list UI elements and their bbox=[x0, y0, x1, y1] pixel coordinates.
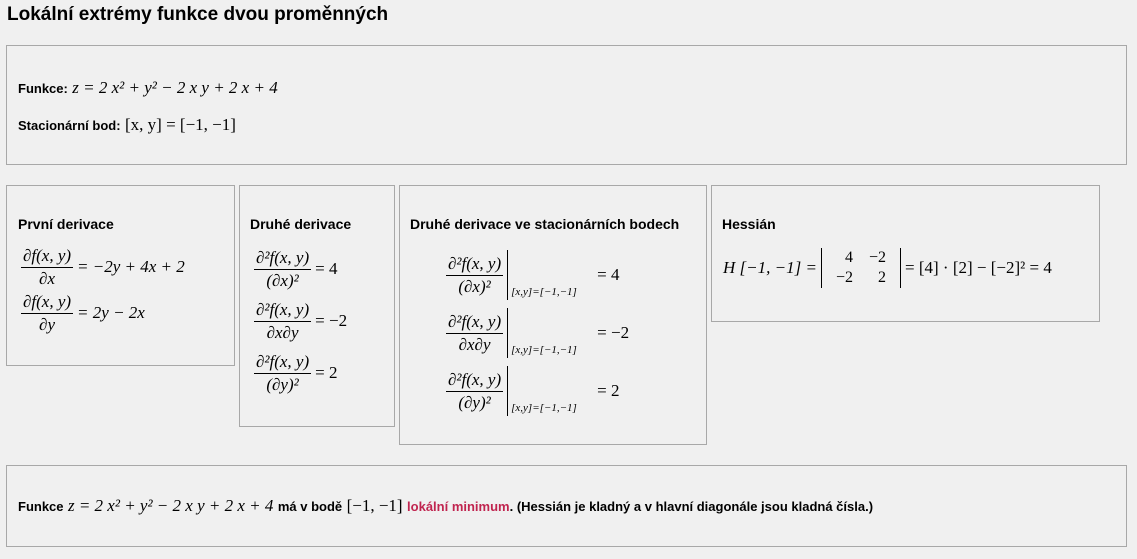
fraction-denominator: (∂x)² bbox=[266, 270, 299, 290]
second-derivative-yy bbox=[254, 350, 347, 396]
function-row bbox=[18, 78, 278, 98]
conclusion-point: [−1, −1] bbox=[346, 496, 403, 515]
hessian-title: Hessián bbox=[722, 216, 776, 232]
second-derivative-xx bbox=[254, 246, 347, 292]
fraction-numerator: ∂²f(x, y) bbox=[446, 370, 503, 392]
derivative-result: = 2 bbox=[597, 381, 620, 400]
fraction-numerator: ∂²f(x, y) bbox=[446, 254, 503, 276]
fraction-denominator: ∂x bbox=[39, 268, 55, 288]
hessian-matrix bbox=[821, 248, 901, 288]
matrix-cell: 2 bbox=[878, 269, 886, 286]
fraction-denominator: (∂y)² bbox=[266, 374, 299, 394]
matrix-cell: 4 bbox=[844, 249, 853, 266]
stationary-second-derivatives-panel bbox=[399, 185, 707, 445]
conclusion-function: z = 2 x² + y² − 2 x y + 2 x + 4 bbox=[67, 496, 274, 515]
derivative-result: = −2 bbox=[597, 323, 630, 342]
stationary-derivative-yy bbox=[446, 362, 629, 420]
function-panel bbox=[6, 45, 1127, 165]
hessian-lhs: H [−1, −1] = bbox=[723, 258, 817, 277]
fraction-denominator: (∂x)² bbox=[458, 276, 491, 296]
page-title: Lokální extrémy funkce dvou proměnných bbox=[7, 4, 389, 25]
stationary-expression: [x, y] = [−1, −1] bbox=[125, 115, 236, 134]
derivative-result: = 2y − 2x bbox=[77, 303, 145, 322]
second-derivatives-title: Druhé derivace bbox=[250, 216, 352, 232]
matrix-cell: −2 bbox=[868, 249, 886, 266]
function-label: Funkce: bbox=[18, 81, 68, 96]
second-derivatives-panel bbox=[239, 185, 395, 427]
conclusion-panel bbox=[6, 465, 1127, 547]
first-derivative-x bbox=[21, 244, 185, 290]
fraction-numerator: ∂²f(x, y) bbox=[254, 248, 311, 270]
first-derivatives-title: První derivace bbox=[18, 216, 114, 232]
evaluation-subscript: [x,y]=[−1,−1] bbox=[511, 402, 577, 414]
conclusion-suffix: . (Hessián je kladný a v hlavní diagonále jsou kladná čísla.) bbox=[509, 499, 874, 514]
derivative-result: = −2 bbox=[315, 311, 348, 330]
fraction-numerator: ∂²f(x, y) bbox=[254, 300, 311, 322]
derivative-result: = 2 bbox=[315, 363, 338, 382]
stationary-derivative-xy bbox=[446, 304, 629, 362]
evaluation-bar bbox=[507, 250, 597, 300]
stationary-second-title: Druhé derivace ve stacionárních bodech bbox=[410, 216, 680, 232]
conclusion-mid: má v bodě bbox=[277, 499, 343, 514]
fraction-numerator: ∂²f(x, y) bbox=[254, 352, 311, 374]
stationary-row bbox=[18, 115, 236, 135]
fraction-numerator: ∂²f(x, y) bbox=[446, 312, 503, 334]
stationary-derivative-xx bbox=[446, 246, 629, 304]
second-derivative-xy bbox=[254, 298, 347, 344]
first-derivatives-panel bbox=[6, 185, 235, 366]
conclusion-text bbox=[18, 496, 873, 516]
fraction-denominator: (∂y)² bbox=[458, 392, 491, 412]
fraction-denominator: ∂x∂y bbox=[458, 334, 491, 354]
matrix-cell: −2 bbox=[835, 269, 853, 286]
fraction-numerator: ∂f(x, y) bbox=[21, 292, 73, 314]
derivative-result: = −2y + 4x + 2 bbox=[77, 257, 185, 276]
derivative-result: = 4 bbox=[597, 265, 620, 284]
derivative-result: = 4 bbox=[315, 259, 338, 278]
conclusion-prefix: Funkce bbox=[18, 499, 64, 514]
fraction-denominator: ∂x∂y bbox=[266, 322, 299, 342]
stationary-label: Stacionární bod: bbox=[18, 118, 121, 133]
hessian-rhs: = [4] · [2] − [−2]² = 4 bbox=[905, 258, 1052, 277]
evaluation-subscript: [x,y]=[−1,−1] bbox=[511, 286, 577, 298]
evaluation-bar bbox=[507, 308, 597, 358]
evaluation-subscript: [x,y]=[−1,−1] bbox=[511, 344, 577, 356]
fraction-denominator: ∂y bbox=[39, 314, 55, 334]
hessian-equation bbox=[723, 248, 1052, 288]
first-derivative-y bbox=[21, 290, 185, 336]
function-expression: z = 2 x² + y² − 2 x y + 2 x + 4 bbox=[72, 78, 278, 97]
hessian-panel bbox=[711, 185, 1100, 322]
fraction-numerator: ∂f(x, y) bbox=[21, 246, 73, 268]
local-minimum-label: lokální minimum bbox=[407, 499, 510, 514]
evaluation-bar bbox=[507, 366, 597, 416]
